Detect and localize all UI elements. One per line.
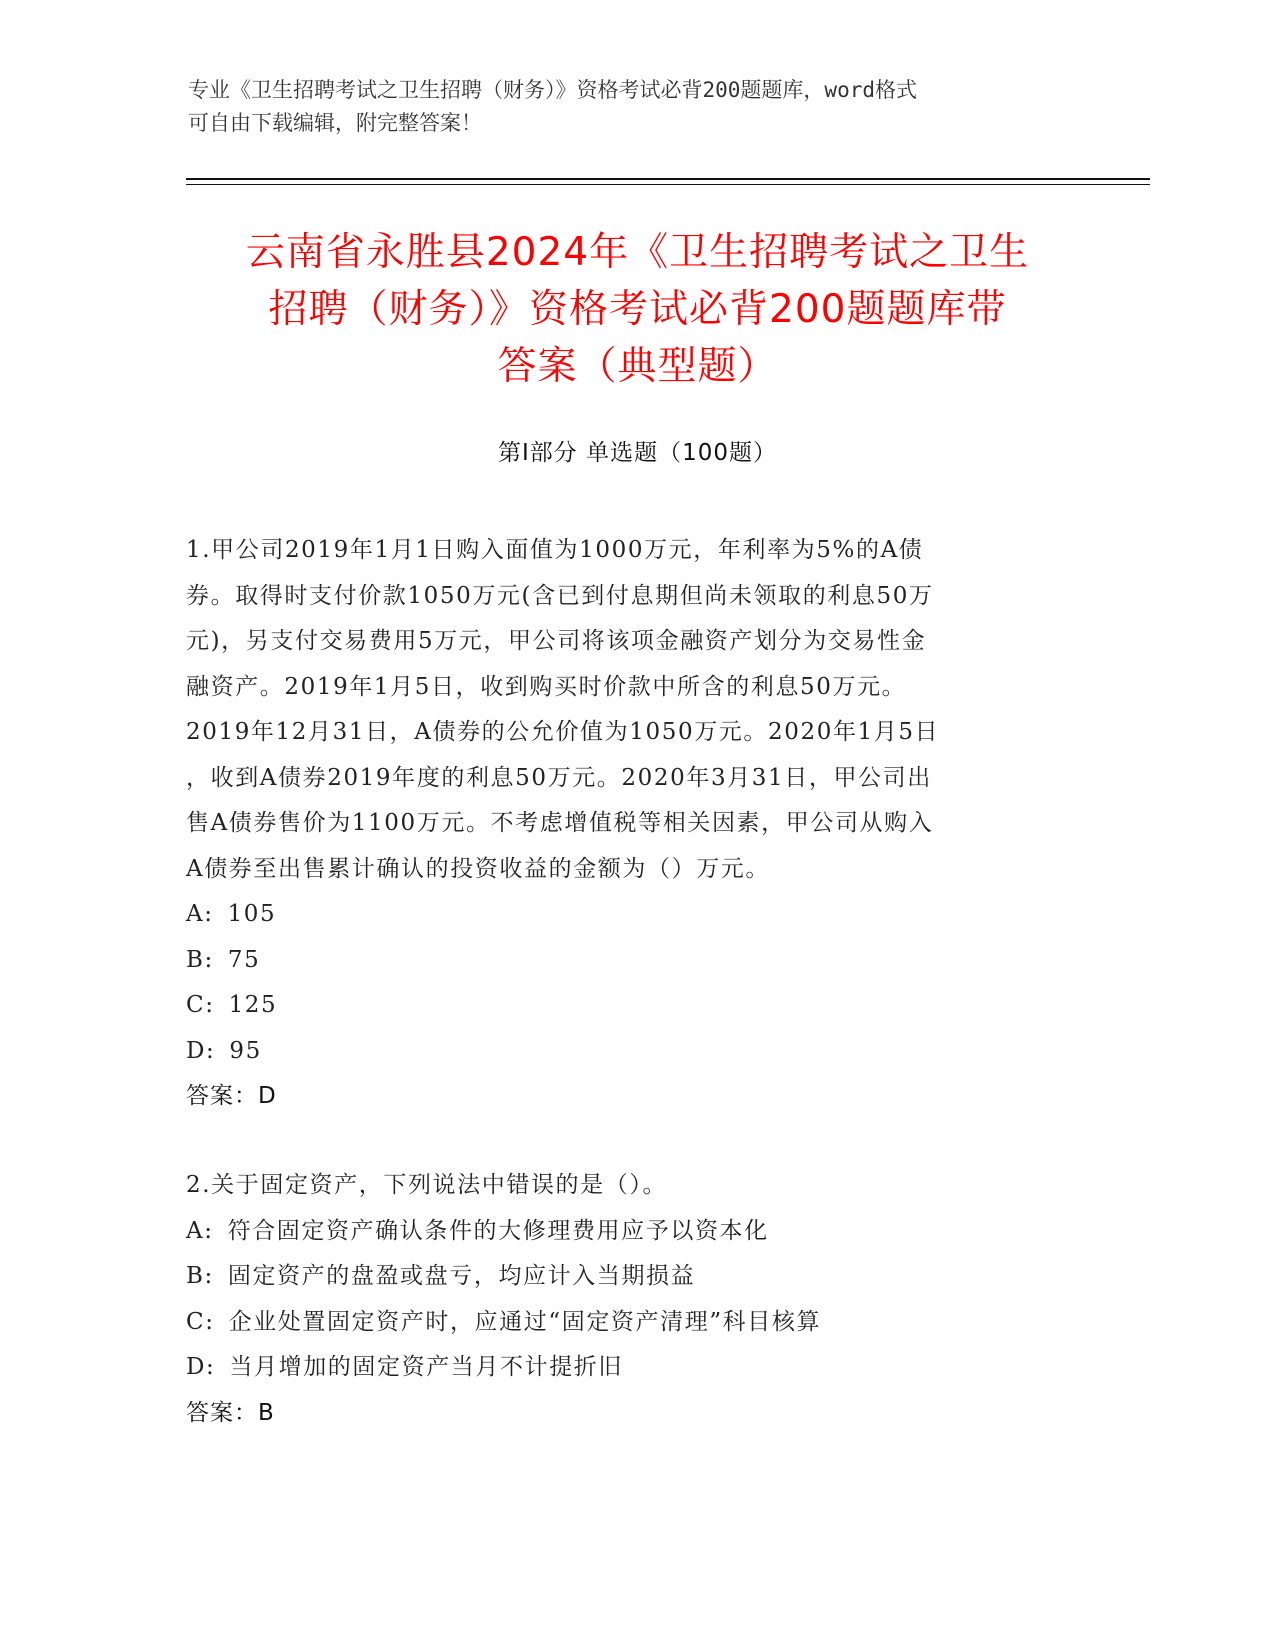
title-line: 答案（典型题）: [497, 344, 778, 389]
stem-line: 融资产。2019年1月5日，收到购买时价款中所含的利息50万元。: [186, 673, 907, 700]
option-key: B:: [186, 946, 214, 973]
option-key: B:: [186, 1263, 214, 1289]
stem-line: 售A债券售价为1100万元。不考虑增值税等相关因素，甲公司从购入: [186, 810, 934, 836]
option-text: 符合固定资产确认条件的大修理费用应予以资本化: [227, 1217, 769, 1244]
question-stem: [186, 1163, 1076, 1209]
option-key: A:: [186, 1217, 214, 1244]
option-d: [186, 1029, 1076, 1075]
stem-line: ，收到A债券2019年度的利息50万元。2020年3月31日，甲公司出: [186, 764, 932, 791]
option-a: [186, 1209, 1076, 1255]
option-text: 固定资产的盘盈或盘亏，均应计入当期损益: [227, 1263, 696, 1289]
option-key: C:: [186, 1308, 215, 1335]
option-b: [186, 938, 1076, 984]
stem-line: 券。取得时支付价款1050万元(含已到付息期但尚未领取的利息50万: [186, 582, 934, 609]
option-key: D:: [186, 1037, 216, 1064]
option-text: 企业处置固定资产时，应通过“固定资产清理”科目核算: [228, 1308, 822, 1335]
option-a: [186, 892, 1076, 938]
option-text: 当月增加的固定资产当月不计提折旧: [229, 1354, 623, 1380]
option-text: 75: [227, 946, 261, 973]
option-list: [186, 1209, 1076, 1391]
answer-line: 答案：B: [186, 1399, 275, 1426]
option-list: [186, 892, 1076, 1074]
header-note-line: 可自由下载编辑，附完整答案！: [188, 111, 482, 135]
title-line: 云南省永胜县2024年《卫生招聘考试之卫生: [245, 230, 1030, 275]
document-title: [160, 224, 1115, 395]
question-stem: [186, 528, 1076, 892]
option-c: [186, 1300, 1076, 1346]
option-text: 95: [229, 1037, 262, 1064]
option-key: D:: [186, 1354, 216, 1380]
option-d: [186, 1345, 1076, 1391]
stem-line: 1.甲公司2019年1月1日购入面值为1000万元，年利率为5%的A债: [186, 537, 924, 563]
header-note: [188, 74, 1088, 140]
header-divider: [186, 178, 1150, 180]
stem-line: A债券至出售累计确认的投资收益的金额为（）万元。: [186, 855, 771, 882]
option-c: [186, 983, 1076, 1029]
question-1: [186, 528, 1076, 1120]
option-text: 125: [228, 992, 278, 1018]
section-heading: 第Ⅰ部分 单选题（100题）: [498, 440, 777, 466]
option-b: [186, 1254, 1076, 1300]
option-text: 105: [227, 901, 277, 927]
option-key: A:: [186, 901, 214, 927]
header-divider-thin: [186, 184, 1150, 185]
stem-line: 2.关于固定资产，下列说法中错误的是（）。: [186, 1172, 668, 1198]
header-note-line: 专业《卫生招聘考试之卫生招聘（财务）》资格考试必背200题题库，word格式: [188, 78, 917, 102]
title-line: 招聘（财务）》资格考试必背200题题库带: [268, 287, 1007, 332]
question-2: [186, 1163, 1076, 1436]
stem-line: 元)，另支付交易费用5万元，甲公司将该项金融资产划分为交易性金: [186, 628, 927, 654]
stem-line: 2019年12月31日，A债券的公允价值为1050万元。2020年1月5日: [186, 719, 940, 745]
option-key: C:: [186, 992, 215, 1018]
answer-line: 答案：D: [186, 1083, 277, 1109]
